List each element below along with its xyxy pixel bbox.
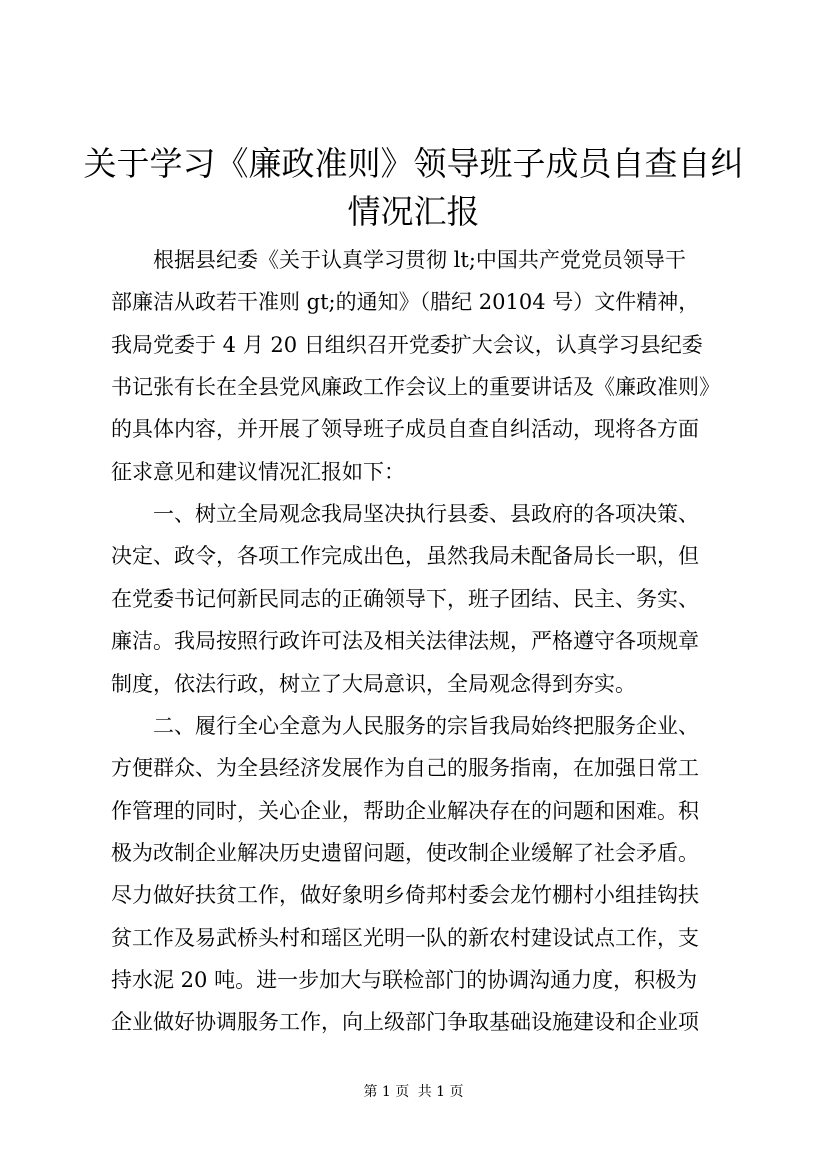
body-text-line: 极为改制企业解决历史遗留问题，使改制企业缓解了社会矛盾。	[111, 840, 699, 865]
body-text-line: 制度，依法行政，树立了大局意识，全局观念得到夯实。	[111, 671, 636, 696]
body-text-line: 书记张有长在全县党风廉政工作会议上的重要讲话及《廉政准则》	[111, 375, 720, 400]
body-text-line: 二、履行全心全意为人民服务的宗旨我局始终把服务企业、	[111, 713, 699, 738]
body-text-line: 一、树立全局观念我局坚决执行县委、县政府的各项决策、	[111, 502, 699, 527]
page-number: 第 1 页	[363, 1084, 410, 1100]
body-text-line: 决定、政令，各项工作完成出色，虽然我局未配备局长一职，但	[111, 544, 699, 569]
body-text-line: 尽力做好扶贫工作，做好象明乡倚邦村委会龙竹棚村小组挂钩扶	[111, 883, 699, 908]
body-text-line: 持水泥 20 吨。进一步加大与联检部门的协调沟通力度，积极为	[111, 967, 698, 992]
page-total: 共 1 页	[417, 1084, 464, 1100]
body-text-line: 作管理的同时，关心企业，帮助企业解决存在的问题和困难。积	[111, 798, 699, 823]
body-text-line: 企业做好协调服务工作，向上级部门争取基础设施建设和企业项	[111, 1010, 699, 1035]
body-text-line: 廉洁。我局按照行政许可法及相关法律法规，严格遵守各项规章	[111, 629, 699, 654]
body-text-line: 在党委书记何新民同志的正确领导下，班子团结、民主、务实、	[111, 586, 699, 611]
document-title-line-1: 关于学习《廉政准则》领导班子成员自查自纠	[83, 144, 744, 183]
body-text-line: 我局党委于 4 月 20 日组织召开党委扩大会议，认真学习县纪委	[111, 332, 703, 357]
body-text-line: 的具体内容，并开展了领导班子成员自查自纠活动，现将各方面	[111, 417, 699, 442]
document-title-line-2: 情况汇报	[347, 192, 480, 231]
body-text-line: 根据县纪委《关于认真学习贯彻 lt;中国共产党党员领导干	[111, 248, 686, 272]
body-text-line: 贫工作及易武桥头村和瑶区光明一队的新农村建设试点工作，支	[111, 925, 699, 950]
body-text-line: 征求意见和建议情况汇报如下：	[111, 459, 405, 484]
body-text-line: 方便群众、为全县经济发展作为自己的服务指南，在加强日常工	[111, 756, 699, 781]
body-text-line: 部廉洁从政若干准则 gt;的通知》（腊纪 20104 号）文件精神，	[111, 290, 700, 315]
page-footer	[0, 1082, 827, 1102]
